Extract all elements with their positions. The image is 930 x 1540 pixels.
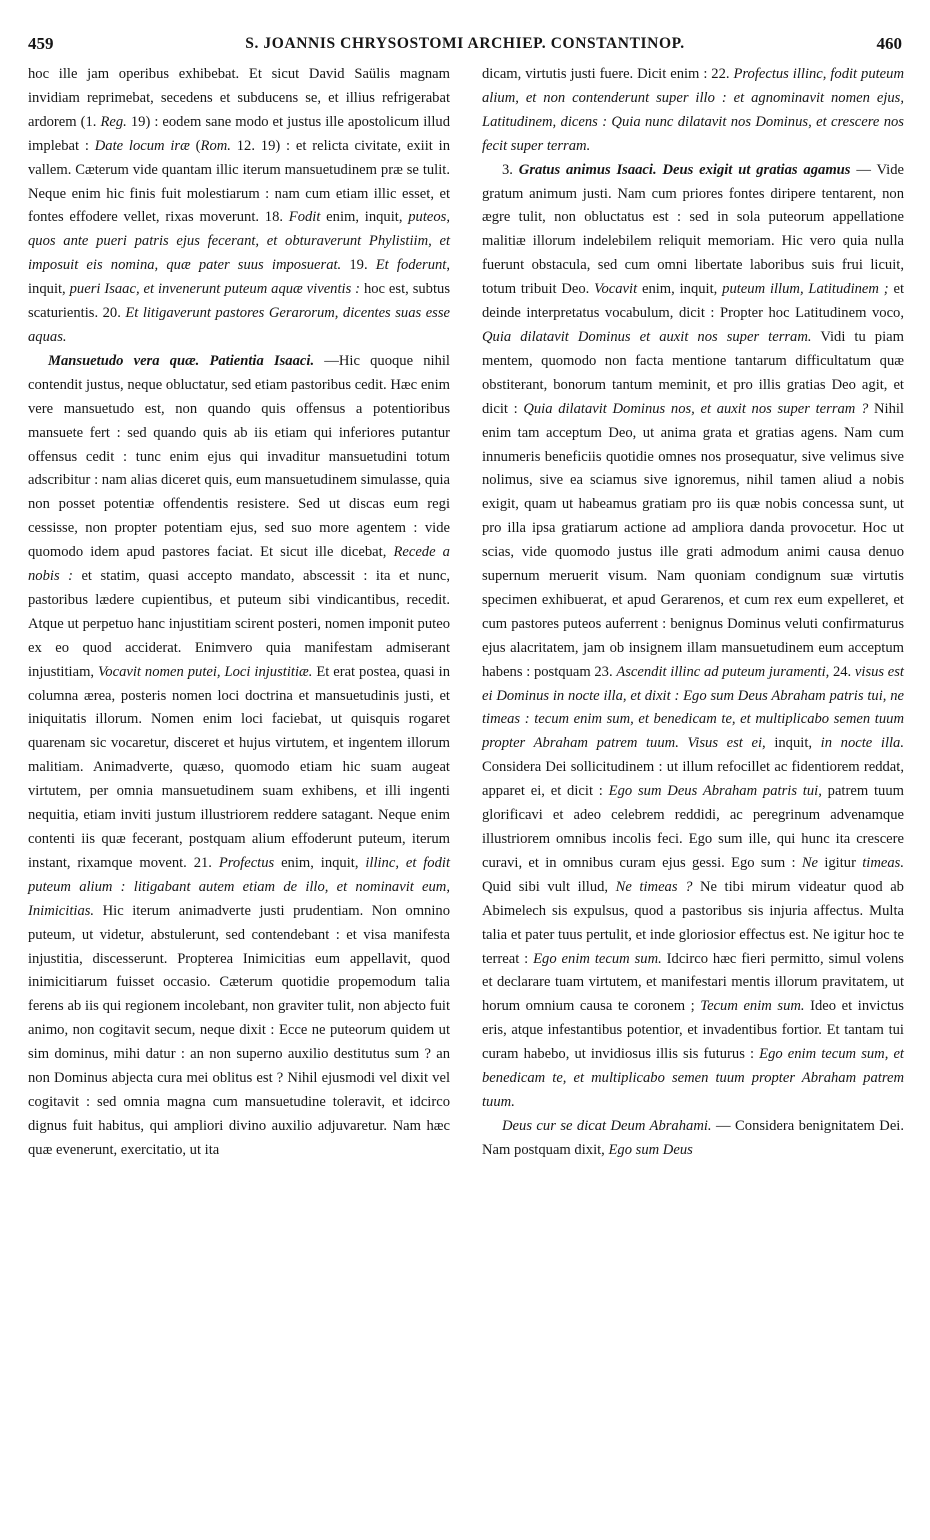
text-run: 24. [829,663,855,680]
italic-run: Ego sum Deus Abraham patris tui, [608,783,822,800]
italic-run: Ascendit illinc ad puteum juramenti, [616,663,830,680]
italic-run: Profectus [218,854,275,871]
italic-run: Ego sum Deus [608,1141,693,1158]
text-run: 19) : eodem sane modo et justus ille apostolicum illud implebat : [28,113,450,154]
paragraph [482,1115,904,1163]
italic-run: Ne timeas ? [615,878,693,895]
italic-run: Date locum iræ [94,137,190,154]
text-run: — Considera benignitatem Dei. Nam postquam dixit, [482,1117,904,1158]
text-run: igitur [818,854,863,871]
text-run: —Hic quoque nihil contendit justus, neque obluctatur, sed etiam pastoribus cedit. Hæc enim vere mansuetudo est, non quando quis offensus a potentioribus mansuete fert : sed quando quis ab iis etiam qui inferiores putantur offensus cedit : tunc enim ejus qui invaditur mansuetudini totum adscribitur : nam alias diceret quis, eum mansuetudinem simulasse, quia non posset potentiæ offendentis resistere. Sed ut discas eum regi cessisse, non propter potentiam ejus, sed suo more agentem : vide quomodo idem apud pastores faciat. Et sicut ille dicebat, [28,352,450,561]
italic-run: timeas. [862,854,905,871]
page-number-left: 459 [28,34,54,53]
italic-run: Ego enim tecum sum. [533,950,662,967]
text-run: Et erat postea, quasi in columna ærea, posteris nomen loci doctrina et mansuetudinis justi, et iniquitatis illorum. Nomen enim loci faciebat, ut quisquis rogaret quarenam sic vocaretur, disceret et hujus virtutem, et ingentem illorum malitiam. Animadverte, quæso, quomodo etiam hic suam augeat virtutem, per omnia mansuetudinem suam exhibens, et illi ingenti nequitia, etiam inviti justum illustriorem reddere satagant. Neque enim contenti iis quæ fecerant, postquam alium effoderunt puteum, iterum instant, rixamque movent. 21. [28,663,450,871]
text-run: enim, inquit, [274,854,366,871]
italic-run: Recede a nobis : [28,544,450,585]
text-run: Considera Dei sollicitudinem : ut illum refocillet ac fidentiorem reddat, apparet ei, et dicit : [482,759,904,800]
left-text-column [28,63,450,1163]
italic-run: puteum illum, Latitudinem ; [722,281,889,298]
italic-run: Ego enim tecum sum, et benedicam te, et multiplicabo semen tuum propter Abraham patrem tuum. [482,1046,904,1110]
text-run: — Vide gratum animum justi. Nam cum priores fontes diripere tentarent, non ægre tulit, non obluctatus est : sed in sola puteorum appellatione malitiæ illorum indelebilem reliquit memoriam. Hic vero quia nulla fuerunt obstacula, sed cum omni libertate laboribus suis frui licuit, totum tribuit Deo. [482,161,904,298]
right-text-column [482,63,904,1163]
text-run: enim, inquit, [637,281,723,298]
italic-run: Tecum enim sum. [700,998,805,1015]
text-run: et deinde interpretatus vocabulum, dicit : Propter hoc Latitudinem voco, [482,281,904,322]
text-run: Quid sibi vult illud, [482,878,616,895]
italic-run: Vocavit nomen putei, Loci injustitiæ. [98,663,313,680]
italic-run: Et litigaverunt pastores Gerarorum, dicentes suas esse aquas. [28,305,451,345]
italic-run: Profectus illinc, fodit puteum alium, et non contenderunt super illo : et agnominavit nomen ejus, Latitudinem, dicens : Quia nunc dilatavit nos Dominus, et crescere nos fecit super terram. [482,66,904,154]
text-run: Idcirco hæc fieri permitto, simul volens et declarare tuam virtutem, et manifestari mentis illorum pravitatem, ut horum omnium causa te coronem ; [482,950,904,1015]
italic-run: Quia dilatavit Dominus nos, et auxit nos super terram ? [523,400,869,417]
paragraph [28,350,450,1163]
italic-run: Rom. [200,137,231,154]
section-heading: Mansuetudo vera quæ. Patientia Isaaci. [48,352,315,369]
text-run: , inquit, [28,257,450,298]
text-run: hoc est, subtus scaturientis. 20. [28,281,450,322]
italic-run: pueri Isaac, et invenerunt puteum aquæ viventis : [69,281,361,298]
italic-run: Vocavit [594,281,638,298]
paragraph [482,63,904,159]
text-run: Vidi tu piam mentem, quomodo non facta mentione tantarum difficultatum quæ obstiterant, bonorum tantum meminit, et pro illis gratias Deo agit, et dicit : [482,328,904,417]
text-run: dicam, virtutis justi fuere. Dicit enim : 22. [482,66,734,82]
section-heading: Gratus animus Isaaci. Deus exigit ut gratias agamus [518,161,851,178]
text-run: 12. 19) : et relicta civitate, exiit in vallem. Cæterum vide quantam illic iterum mansuetudinem præ se tulit. Neque enim hic finis fuit molestiarum : nam cum etiam illic esset, et fontes effodere vellet, rixas moverunt. 18. [28,137,450,226]
italic-run: Deus cur se dicat Deum Abrahami. [502,1117,712,1134]
text-run: Ne tibi mirum videatur quod ab Abimelech sis expulsus, quod a pastoribus sis injuria affectus. Multa talia et pater tuus pertulit, et inde gloriosior effectus est. Ne igitur hoc te terreat : [482,878,904,967]
italic-run: puteos, quos ante pueri patris ejus fecerant, et obturaverunt Phylistiim, et imposuit eis nomina, quæ pater suus imposuerat. [28,209,450,274]
italic-run: Reg. [100,113,127,130]
paragraph [482,159,904,1115]
italic-run: in nocte illa. [820,735,905,752]
running-title: S. JOANNIS CHRYSOSTOMI ARCHIEP. CONSTANTINOP. [245,35,685,52]
text-run: Hic iterum animadverte justi prudentiam. Non omnino puteum, ut videtur, abstulerunt, sed contendebant : et visa manifesta injustitia, discesserunt. Propterea Inimicitias eum appellavit, quod inimicitiarum fuisset occasio. Cæterum quotidie propemodum talia ferens ab iis qui regionem incolebant, non graviter tulit, non abjecto fuit animo, non cogitavit secum, neque dixit : Ecce ne puteorum quidem ut sim dominus, mihi datur : an non superno auxilio destitutus sum ? an non Dominus abjecta cura mei oblitus est ? Nihil ejusmodi vel dixit vel cogitavit : sed omnia magna cum mansuetudine toleravit, et idcirco dignus fuit habitus, qui ampliori divino auxilio adjuvaretur. Nam hæc quæ evenerunt, exercitatio, ut ita [28,902,450,1158]
italic-run: visus est ei Dominus in nocte illa, et dixit : Ego sum Deus Abraham patris tui, ne timeas : tecum enim sum, et benedicam te, et multiplicabo semen tuum propter Abraham patrem tuum. Visus est ei, [482,663,904,752]
paragraph [28,63,450,350]
text-run: enim, inquit, [320,209,409,226]
text-run: Nihil enim tam acceptum Deo, ut anima grata et gratias agens. Nam cum innumeris beneficiis quotidie omnes nos prosequatur, sive velimus sive nolimus, sive ea sciamus sive ignoremus, nihil tamen aliud a nobis exigit, quam ut habeamus gratiam pro iis quæ nobis concessa sunt, ut pro illa ipsa gratiarum actione ad ampliora danda provocetur. Hoc ut scias, vide quomodo justus ille grati admodum animi causa denuo supernum meruerit visum. Nam quoniam condignum suæ virtutis specimen exhibuerat, et apud Gerarenos, et cum rex eum expelleret, et cum pastores puteos auferrent : benignus Dominus veluti confirmaturus ejus alacritatem, jam ob insignem illam mansuetudinem eum acceptum habens : postquam 23. [482,400,904,680]
running-header [26,34,904,60]
italic-run: Quia dilatavit Dominus et auxit nos super terram. [482,328,812,345]
text-run: et statim, quasi accepto mandato, abscessit : ita et nunc, pastoribus lædere cupientibus, et puteum sibi vindicantibus, recedit. Atque ut perpetuo hanc injustitiam scirent posteri, nomen imponit puteo ex eo quod acciderat. Enimvero quia manifestam admiserant injustitiam, [28,568,450,680]
text-run: hoc ille jam operibus exhibebat. Et sicut David Saülis magnam invidiam reprimebat, secedens et subducens se, et illius refrigerabat ardorem (1. [28,66,450,130]
text-run: 19. [341,257,376,274]
text-run: inquit, [765,735,821,752]
italic-run: Fodit [288,209,321,226]
italic-run: Et foderunt [375,257,447,274]
text-run: patrem tuum glorificavi et adeo celebrem reddidi, ac peregrinum advenamque illustriorem omnibus incolis feci. Ego sum ille, qui hunc ita crescere curavi, et in omnibus curam ejus gessi. Ego sum : [482,783,904,871]
italic-run: illinc, et fodit puteum alium : litigabant autem etiam de illo, et nominavit eum, Inimicitias. [28,854,451,919]
italic-run: Ne [801,854,819,871]
text-run: 3. [502,161,519,178]
text-run: ( [189,137,201,154]
text-run: Ideo et invictus eris, atque infestantibus potentior, et invadentibus fortior. Et tantam tui curam habebo, ut invidiosus illis sis futurus : [482,998,904,1063]
page-number-right: 460 [876,34,902,53]
